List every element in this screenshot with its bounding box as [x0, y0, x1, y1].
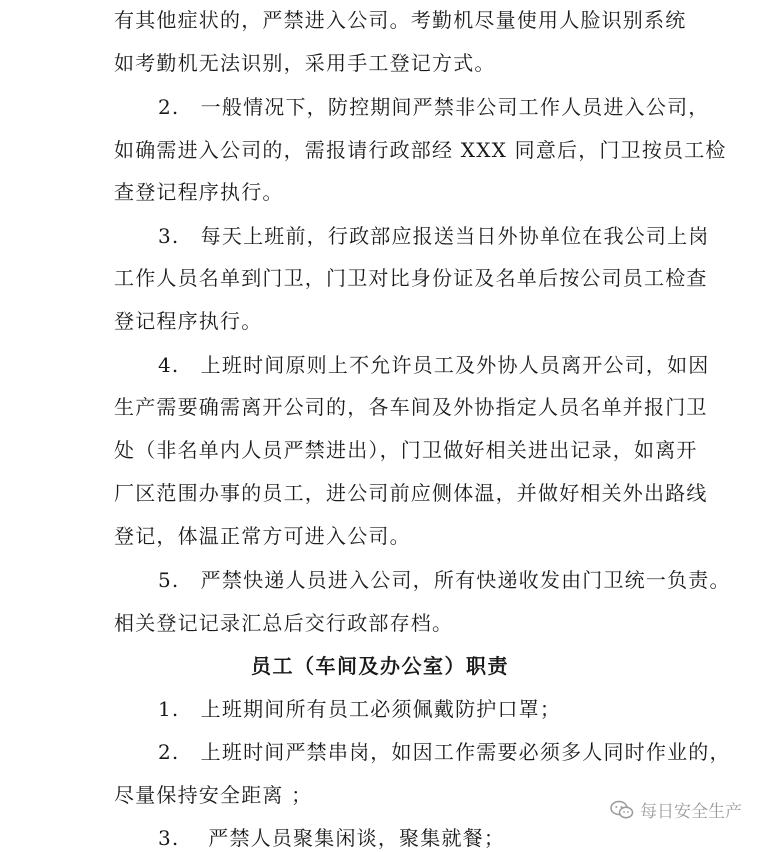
watermark — [610, 797, 742, 822]
list-item-5-line: 相关登记记录汇总后交行政部存档。 — [114, 611, 454, 635]
list-item-3-line: 工作人员名单到门卫，门卫对比身份证及名单后按公司员工检查 — [114, 266, 708, 290]
list-item-4-line: 厂区范围办事的员工，进公司前应侧体温，并做好相关外出路线 — [114, 481, 708, 505]
section-heading: 员工（车间及办公室）职责 — [251, 654, 509, 678]
list-item-4-line: 生产需要确需离开公司的，各车间及外协指定人员名单并报门卫 — [114, 395, 708, 419]
paragraph-line: 如考勤机无法识别，采用手工登记方式。 — [114, 51, 496, 75]
list-item-4-line: 4. 上班时间原则上不允许员工及外协人员离开公司，如因 — [158, 353, 710, 377]
list-item-3-line: 3. 每天上班前，行政部应报送当日外协单位在我公司上岗 — [158, 224, 710, 248]
list-item-2-line: 查登记程序执行。 — [114, 180, 284, 204]
list-item-4-line: 登记，体温正常方可进入公司。 — [114, 524, 411, 548]
list-item-3-line: 登记程序执行。 — [114, 309, 263, 333]
wechat-icon — [610, 800, 634, 820]
duty-item-2-line: 2. 上班时间严禁串岗，如因工作需要必须多人同时作业的， — [158, 740, 731, 764]
duty-item-3: 3. 严禁人员聚集闲谈，聚集就餐； — [158, 826, 506, 850]
list-item-2-line: 如确需进入公司的，需报请行政部经 XXX 同意后，门卫按员工检 — [114, 138, 727, 162]
list-item-2-line: 2. 一般情况下，防控期间严禁非公司工作人员进入公司， — [158, 95, 710, 119]
duty-item-2-line: 尽量保持安全距离 ； — [114, 783, 313, 807]
list-item-5-line: 5. 严禁快递人员进入公司，所有快递收发由门卫统一负责。 — [158, 568, 731, 592]
paragraph-line: 有其他症状的，严禁进入公司。考勤机尽量使用人脸识别系统 — [114, 8, 687, 32]
list-item-4-line: 处（非名单内人员严禁进出），门卫做好相关进出记录，如离开 — [114, 438, 698, 462]
watermark-text: 每日安全生产 — [640, 802, 742, 822]
duty-item-1: 1. 上班期间所有员工必须佩戴防护口罩； — [158, 697, 562, 721]
